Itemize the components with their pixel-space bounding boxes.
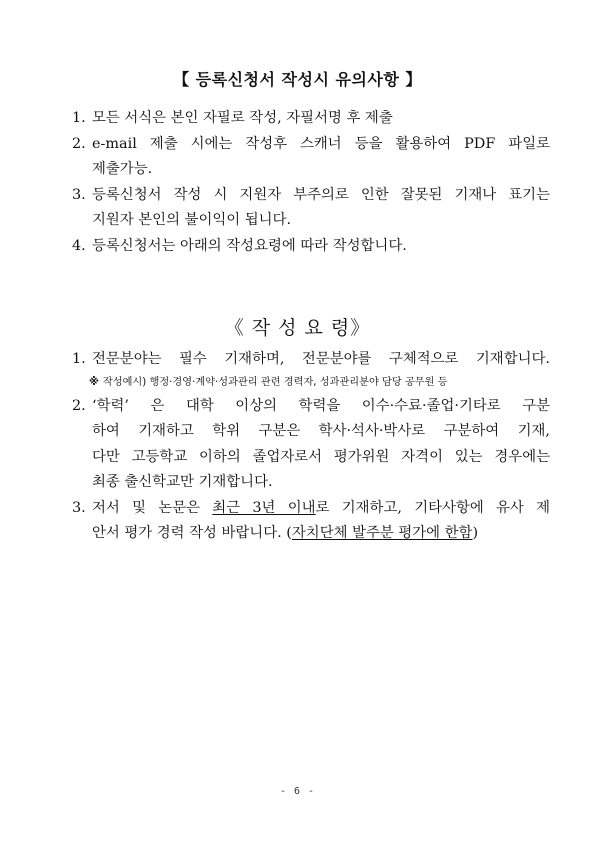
notice-text-2-line-1: e-mail 제출 시에는 작성후 스캐너 등을 활용하여 PDF 파일로 <box>92 135 550 152</box>
guide-text-2-line-4: 최종 출신학교만 기재합니다. <box>92 474 273 490</box>
guide-text-3-prefix: 저서 및 논문은 <box>92 499 213 516</box>
guide-item-1 <box>72 347 550 392</box>
reference-mark-icon: ※ <box>89 376 99 388</box>
notice-number-2: 2. <box>72 135 86 152</box>
guide-text-1: 전문분야는 필수 기재하며, 전문분야를 구체적으로 기재합니다. <box>92 351 550 367</box>
guide-text-2-line-1: ‘학력’ 은 대학 이상의 학력을 이수·수료·졸업·기타로 구분 <box>92 397 550 414</box>
recent-3-years-underline: 최근 3년 이내 <box>212 499 316 516</box>
notice-item-2 <box>72 132 550 183</box>
guide-item-3 <box>72 496 550 547</box>
guide-text-3-line-2 <box>92 521 550 547</box>
notice-item-3 <box>72 183 550 234</box>
notice-text-4: 등록신청서는 아래의 작성요령에 따라 작성합니다. <box>92 237 407 254</box>
guide-text-3-line2-suffix: ) <box>472 525 479 541</box>
page-title: 【 등록신청서 작성시 유의사항 】 <box>173 70 422 89</box>
guide-text-2-line-3: 다만 고등학교 이하의 졸업자로서 평가위원 자격이 있는 경우에는 <box>92 448 550 465</box>
notice-number-4: 4. <box>72 237 86 254</box>
notice-text-3-line-2: 지원자 본인의 불이익이 됩니다. <box>92 212 292 228</box>
guide-list <box>72 347 550 547</box>
guide-text-3-line2-prefix: 안서 평가 경력 작성 바랍니다. ( <box>92 525 292 541</box>
notice-text-3-line-1: 등록신청서 작성 시 지원자 부주의로 인한 잘못된 기재나 표기는 <box>92 186 550 203</box>
notice-text-1: 모든 서식은 본인 자필로 작성, 자필서명 후 제출 <box>92 110 393 126</box>
guide-example-text: 작성예시) 행정·경영·계약·성과관리 관련 경력자, 성과관리분야 담당 공무원 등 <box>102 376 448 388</box>
guide-text-3-suffix: 로 기재하고, 기타사항에 유사 제 <box>315 499 551 516</box>
guide-item-2 <box>72 394 550 496</box>
notice-item-4 <box>72 234 550 260</box>
guide-number-1: 1. <box>72 351 86 367</box>
guide-text-3-line-1 <box>92 496 550 522</box>
guide-number-2: 2. <box>72 397 86 414</box>
page-number: - 6 - <box>279 786 316 797</box>
guide-example-note <box>89 373 550 392</box>
guide-number-3: 3. <box>72 499 86 516</box>
notice-item-1 <box>72 106 550 132</box>
guide-title: 《 작 성 요 령》 <box>224 317 371 339</box>
notice-text-2-line-2: 제출가능. <box>92 161 153 177</box>
notice-number-3: 3. <box>72 186 86 203</box>
local-gov-limit-underline: 자치단체 발주분 평가에 한함 <box>291 525 473 541</box>
notice-list <box>72 106 550 259</box>
guide-text-2-line-2: 하여 기재하고 학위 구분은 학사·석사·박사로 구분하여 기재, <box>92 423 550 439</box>
notice-number-1: 1. <box>72 110 86 126</box>
